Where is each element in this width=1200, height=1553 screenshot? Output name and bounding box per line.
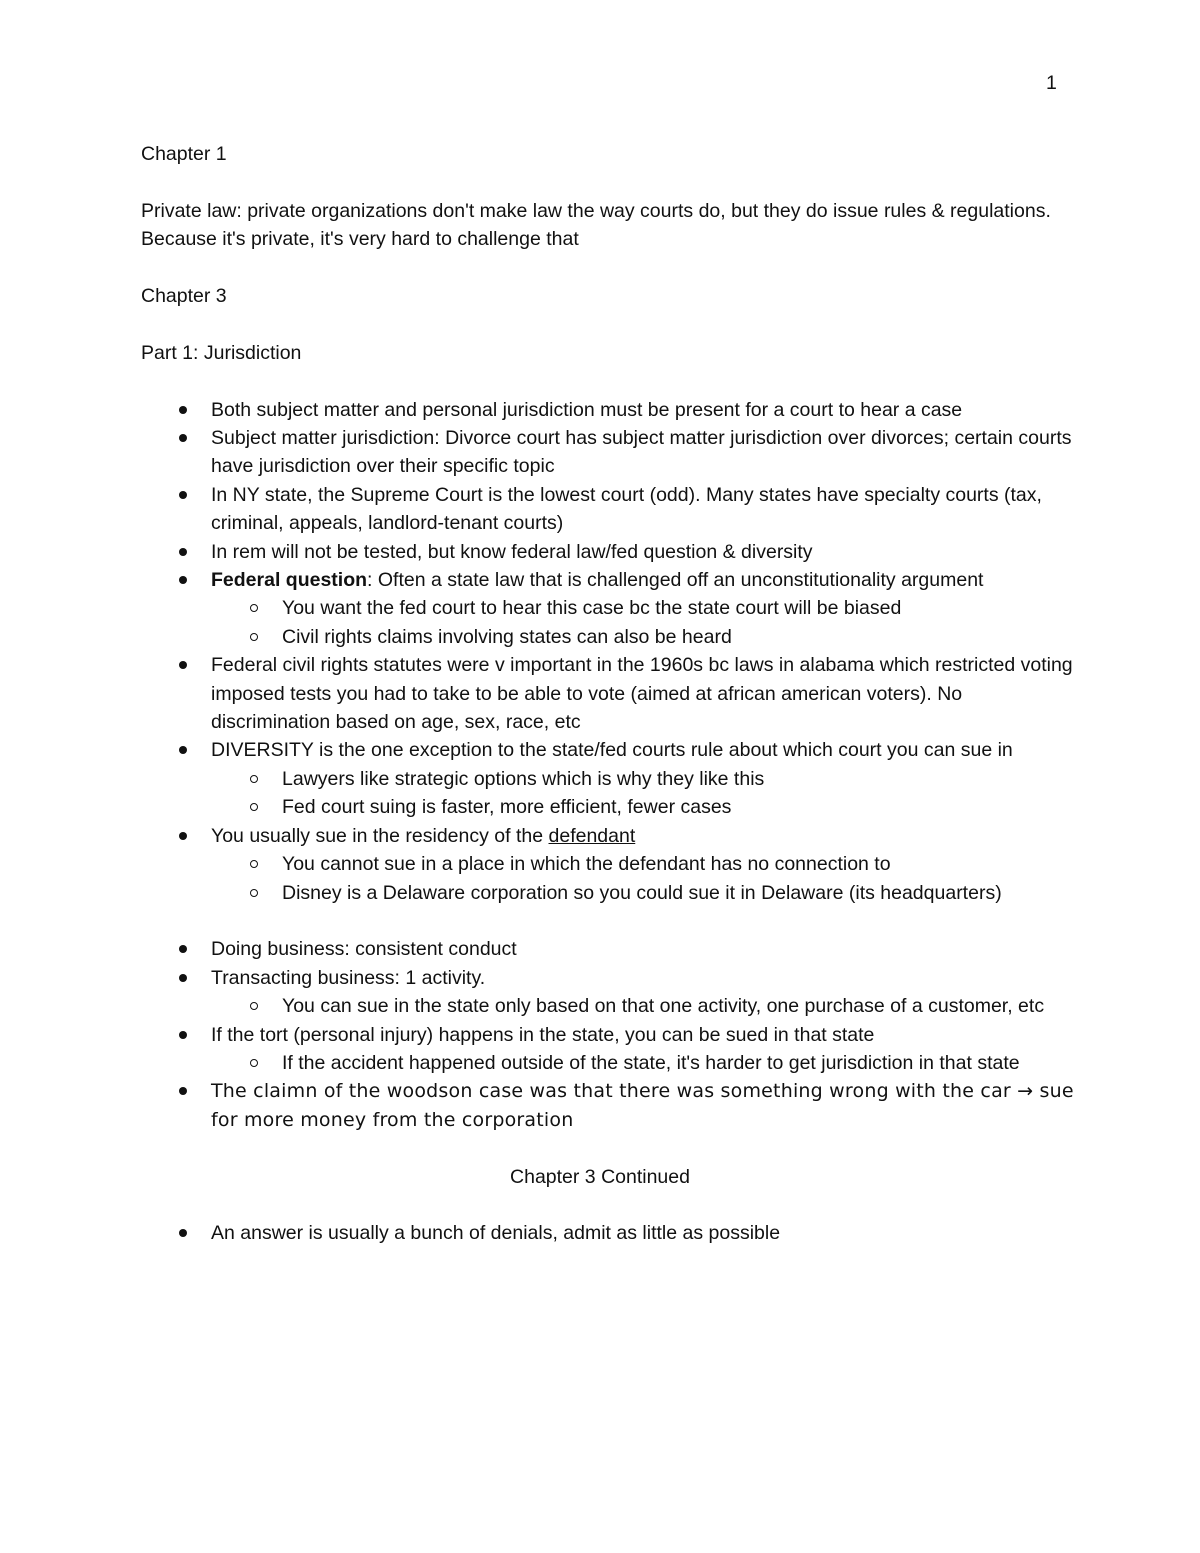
sub-list-item: You can sue in the state only based on that one activity, one purchase of a customer, etc [211,992,1081,1020]
sub-list [141,1049,1081,1077]
list-item: Federal civil rights statutes were v important in the 1960s bc laws in alabama which restricted voting imposed tests you had to take to be able to vote (aimed at african american voters). No discrimination based on age, sex, race, etc [141,651,1081,736]
list-item [141,566,1081,651]
page-number: 1 [1046,72,1057,94]
document-body [141,140,1081,1248]
chapter-1-heading: Chapter 1 [141,143,227,165]
part-1-heading: Part 1: Jurisdiction [141,341,302,364]
jurisdiction-bullet-list [141,396,1081,907]
list-item [141,964,1081,1021]
sub-list-item: You want the fed court to hear this case bc the state court will be biased [211,594,1081,622]
list-item: In NY state, the Supreme Court is the lowest court (odd). Many states have specialty courts (tax, criminal, appeals, landlord-tenant courts) [141,481,1081,538]
sub-list-item: Fed court suing is faster, more efficient, fewer cases [211,793,1081,821]
business-bullet-list [141,935,1081,1134]
chapter-3-continued-heading: Chapter 3 Continued [510,1165,690,1188]
transacting-business-text: Transacting business: 1 activity. [211,966,486,989]
sub-list [141,765,1081,822]
list-item [141,736,1081,821]
list-item [141,822,1081,907]
sub-list [141,992,1081,1020]
chapter-3-heading: Chapter 3 [141,285,227,307]
list-item: An answer is usually a bunch of denials, admit as little as possible [141,1219,1081,1247]
sub-list-item: Disney is a Delaware corporation so you could sue it in Delaware (its headquarters) [211,879,1081,907]
list-item [141,1021,1081,1078]
sub-list-item: Civil rights claims involving states can also be heard [211,623,1081,651]
list-item: Doing business: consistent conduct [141,935,1081,963]
list-item: Both subject matter and personal jurisdiction must be present for a court to hear a case [141,396,1081,424]
sub-list-item: If the accident happened outside of the state, it's harder to get jurisdiction in that state [211,1049,1081,1077]
sub-list [141,850,1081,907]
tort-text: If the tort (personal injury) happens in the state, you can be sued in that state [211,1023,875,1046]
federal-question-text: : Often a state law that is challenged off an unconstitutionality argument [367,569,984,592]
sub-list-item: You cannot sue in a place in which the defendant has no connection to [211,850,1081,878]
federal-question-term: Federal question [211,569,368,592]
answer-bullet-list [141,1219,1081,1247]
list-item: The claimn of the woodson case was that there was something wrong with the car → sue for more money from the corporation [141,1077,1081,1134]
list-item: In rem will not be tested, but know federal law/fed question & diversity [141,538,1081,566]
sub-list-item: Lawyers like strategic options which is why they like this [211,765,1081,793]
sub-list [141,594,1081,651]
private-law-paragraph: Private law: private organizations don't make law the way courts do, but they do issue rules & regulations. Because it's private, it's very hard to challenge that [141,199,1051,251]
defendant-underlined: defendant [548,824,636,847]
list-item: Subject matter jurisdiction: Divorce court has subject matter jurisdiction over divorces; certain courts have jurisdiction over their specific topic [141,424,1081,481]
diversity-text: DIVERSITY is the one exception to the state/fed courts rule about which court you can sue in [211,739,1013,762]
residency-text: You usually sue in the residency of the [211,824,549,847]
